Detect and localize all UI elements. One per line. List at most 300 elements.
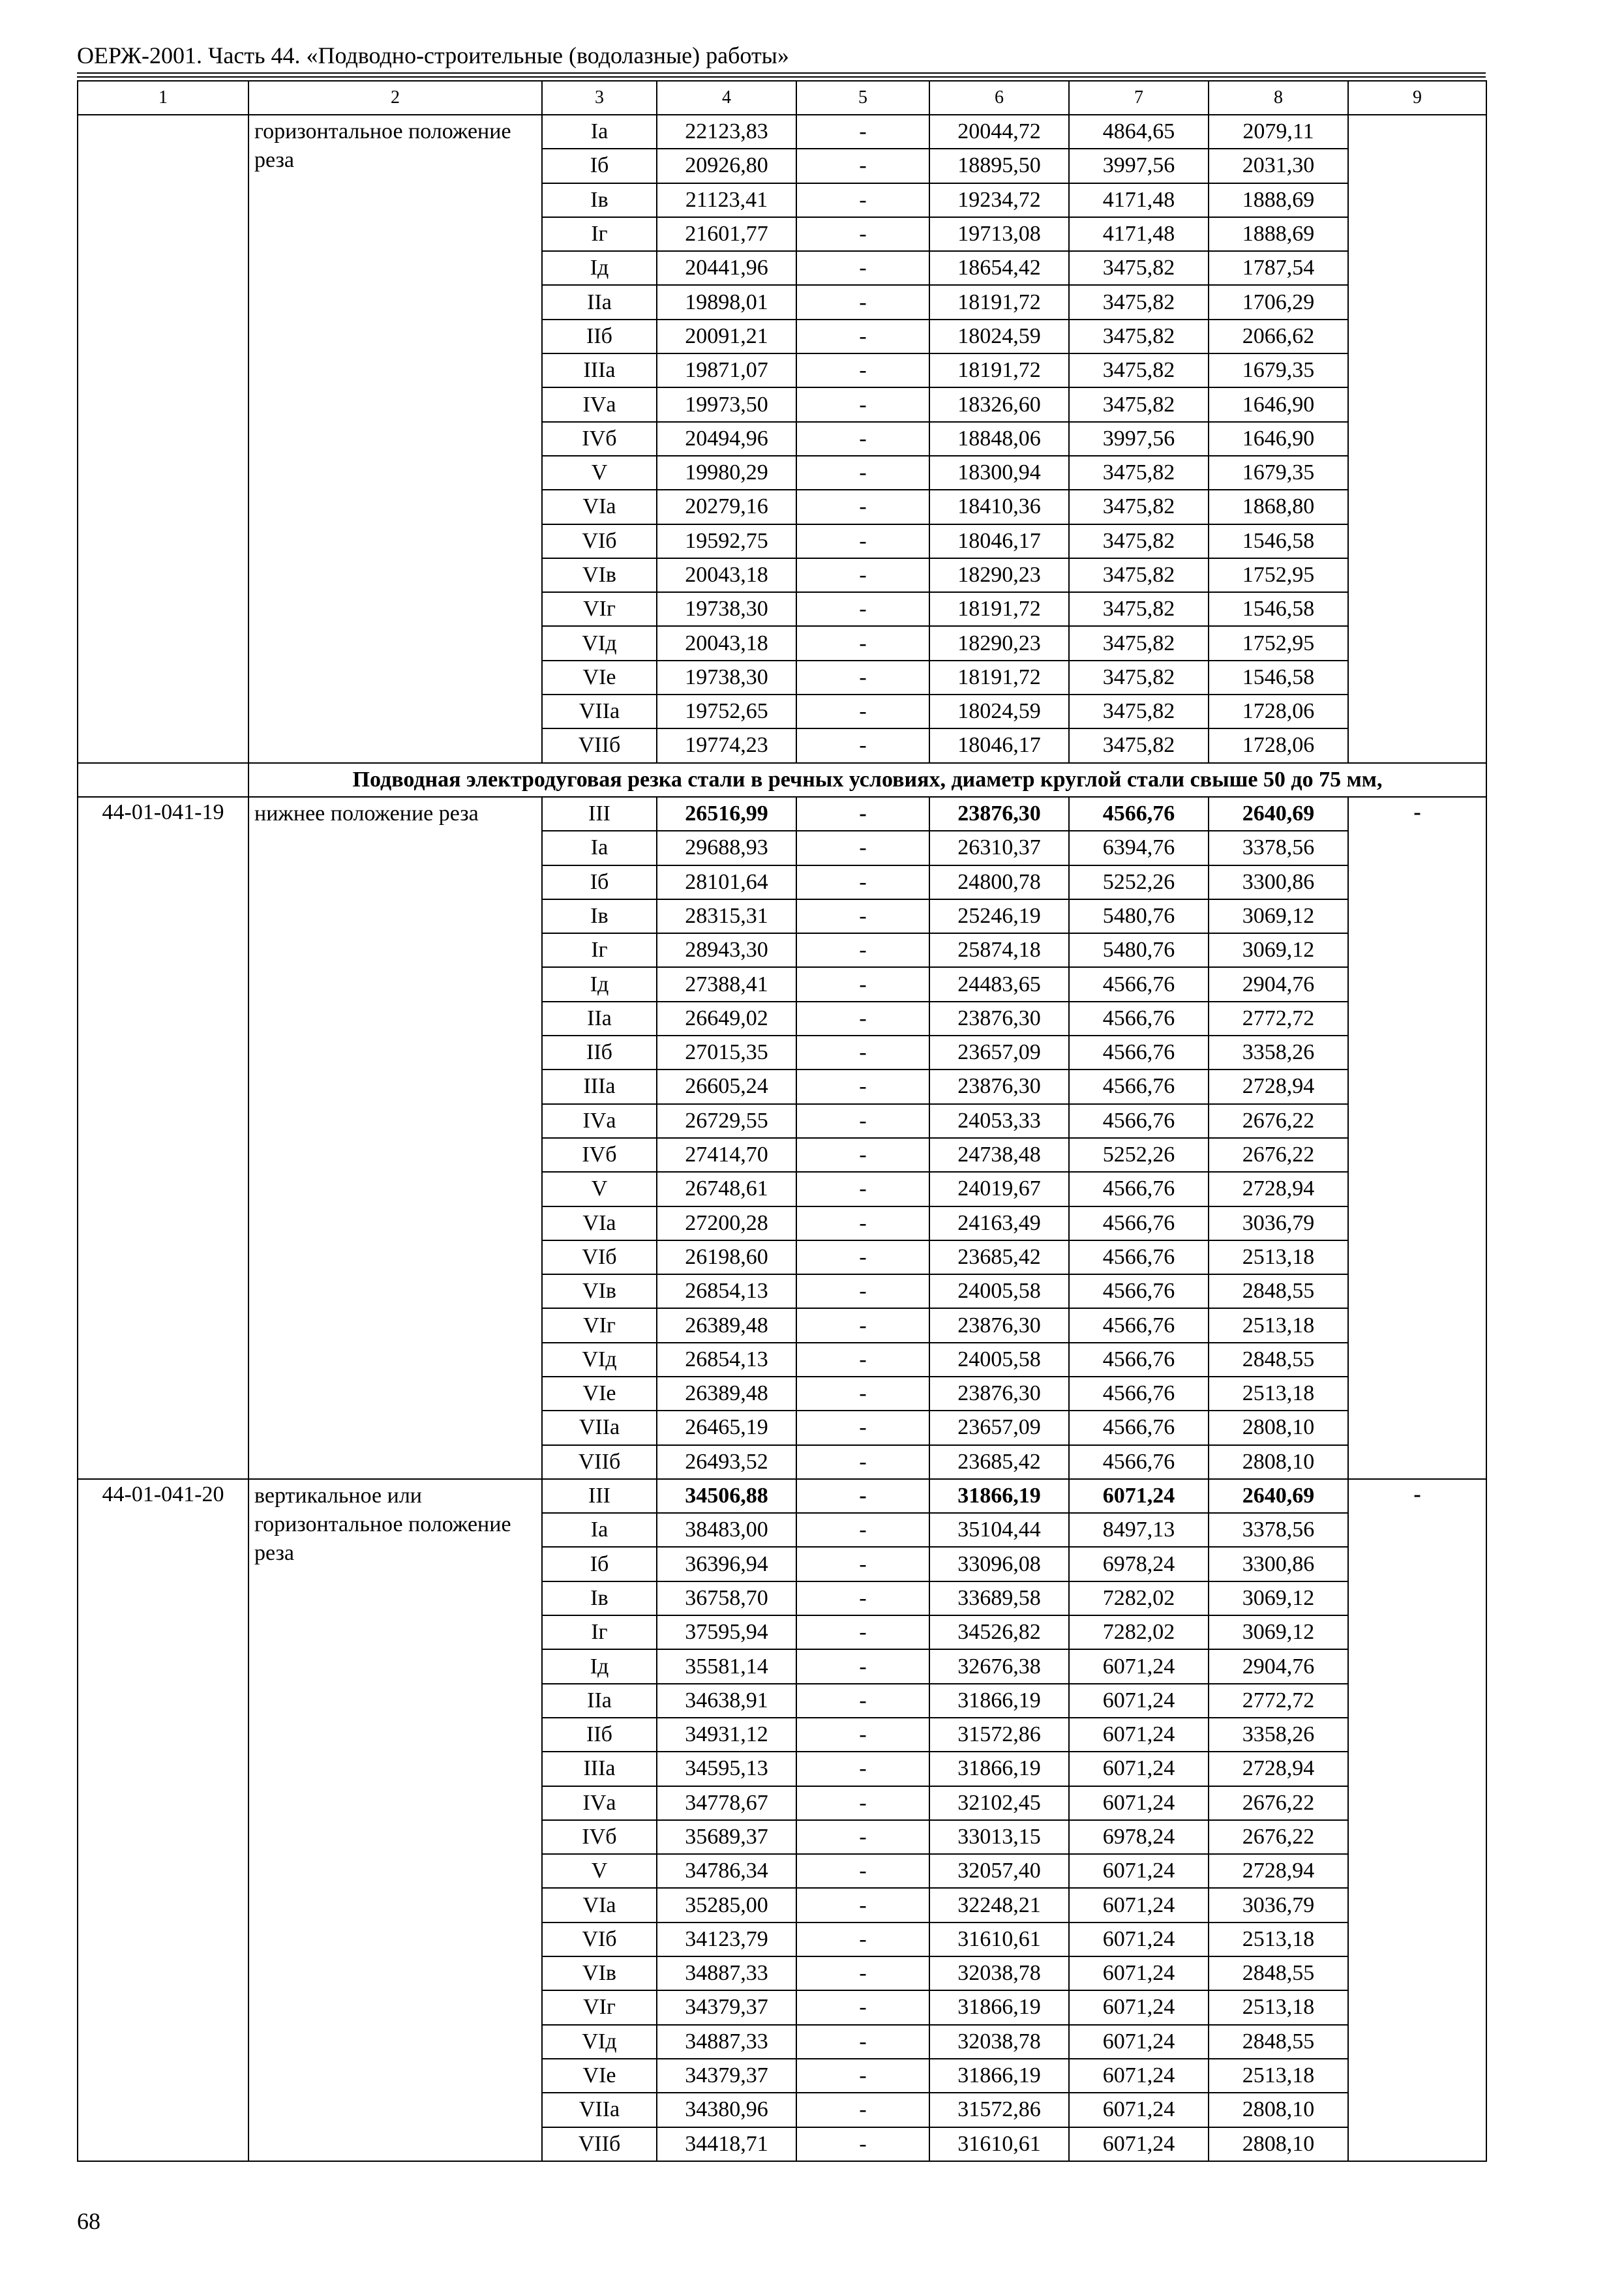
total-cost: 20441,96 [657, 251, 796, 285]
zone-label: VIIб [542, 728, 657, 762]
machine-cost: 18191,72 [929, 592, 1069, 626]
zone-label: IVа [542, 1786, 657, 1820]
zone-label: IIа [542, 1684, 657, 1718]
labor-cost: - [796, 1547, 929, 1581]
machine-cost: 18290,23 [929, 558, 1069, 592]
operator-wage: 3475,82 [1069, 490, 1209, 524]
materials-cost: 1728,06 [1209, 728, 1348, 762]
labor-cost: - [796, 1854, 929, 1888]
operator-wage: 3997,56 [1069, 422, 1209, 456]
labor-cost: - [796, 353, 929, 387]
operator-wage: 6071,24 [1069, 1684, 1209, 1718]
column-number: 4 [657, 81, 796, 115]
column-number: 1 [78, 81, 248, 115]
materials-cost: 2676,22 [1209, 1786, 1348, 1820]
materials-cost: 3069,12 [1209, 899, 1348, 933]
total-cost: 20043,18 [657, 626, 796, 660]
zone-label: III [542, 797, 657, 831]
operator-wage: 6394,76 [1069, 831, 1209, 865]
materials-cost: 2728,94 [1209, 1752, 1348, 1786]
labor-cost: - [796, 524, 929, 558]
total-cost: 34506,88 [657, 1479, 796, 1513]
labor-cost: - [796, 661, 929, 695]
section-title-spacer [78, 763, 248, 797]
machine-cost: 24005,58 [929, 1343, 1069, 1377]
materials-cost: 2031,30 [1209, 149, 1348, 183]
column-9-value [1348, 115, 1486, 763]
operator-wage: 3997,56 [1069, 149, 1209, 183]
norm-description: горизонтальное положение реза [248, 115, 542, 763]
zone-label: V [542, 456, 657, 490]
operator-wage: 6071,24 [1069, 2025, 1209, 2059]
machine-cost: 32102,45 [929, 1786, 1069, 1820]
labor-cost: - [796, 1581, 929, 1615]
zone-label: Iа [542, 115, 657, 149]
total-cost: 34380,96 [657, 2093, 796, 2127]
zone-label: VIг [542, 592, 657, 626]
operator-wage: 3475,82 [1069, 558, 1209, 592]
total-cost: 21601,77 [657, 217, 796, 251]
machine-cost: 24800,78 [929, 865, 1069, 899]
total-cost: 34887,33 [657, 1956, 796, 1990]
machine-cost: 32676,38 [929, 1649, 1069, 1683]
materials-cost: 1752,95 [1209, 626, 1348, 660]
labor-cost: - [796, 217, 929, 251]
machine-cost: 23657,09 [929, 1036, 1069, 1070]
operator-wage: 4566,76 [1069, 797, 1209, 831]
materials-cost: 2904,76 [1209, 1649, 1348, 1683]
machine-cost: 19234,72 [929, 183, 1069, 217]
zone-label: VIв [542, 1956, 657, 1990]
total-cost: 34931,12 [657, 1718, 796, 1752]
labor-cost: - [796, 1718, 929, 1752]
operator-wage: 6071,24 [1069, 1990, 1209, 2024]
total-cost: 20926,80 [657, 149, 796, 183]
total-cost: 36758,70 [657, 1581, 796, 1615]
materials-cost: 1728,06 [1209, 695, 1348, 728]
column-number: 5 [796, 81, 929, 115]
zone-label: Iг [542, 217, 657, 251]
operator-wage: 6071,24 [1069, 2059, 1209, 2093]
materials-cost: 2772,72 [1209, 1002, 1348, 1036]
operator-wage: 4171,48 [1069, 217, 1209, 251]
total-cost: 26854,13 [657, 1274, 796, 1308]
labor-cost: - [796, 592, 929, 626]
labor-cost: - [796, 558, 929, 592]
labor-cost: - [796, 797, 929, 831]
machine-cost: 18848,06 [929, 422, 1069, 456]
machine-cost: 31866,19 [929, 1752, 1069, 1786]
operator-wage: 6071,24 [1069, 1786, 1209, 1820]
labor-cost: - [796, 899, 929, 933]
machine-cost: 31610,61 [929, 1922, 1069, 1956]
total-cost: 34418,71 [657, 2127, 796, 2161]
operator-wage: 4171,48 [1069, 183, 1209, 217]
machine-cost: 18191,72 [929, 661, 1069, 695]
column-number: 8 [1209, 81, 1348, 115]
total-cost: 19592,75 [657, 524, 796, 558]
labor-cost: - [796, 728, 929, 762]
machine-cost: 31610,61 [929, 2127, 1069, 2161]
labor-cost: - [796, 456, 929, 490]
total-cost: 26198,60 [657, 1240, 796, 1274]
operator-wage: 4566,76 [1069, 1036, 1209, 1070]
materials-cost: 2640,69 [1209, 797, 1348, 831]
zone-label: IIIа [542, 1752, 657, 1786]
total-cost: 26649,02 [657, 1002, 796, 1036]
total-cost: 26605,24 [657, 1070, 796, 1103]
materials-cost: 3300,86 [1209, 1547, 1348, 1581]
labor-cost: - [796, 490, 929, 524]
operator-wage: 3475,82 [1069, 626, 1209, 660]
operator-wage: 3475,82 [1069, 251, 1209, 285]
total-cost: 27414,70 [657, 1138, 796, 1172]
labor-cost: - [796, 1104, 929, 1138]
zone-label: VIIб [542, 2127, 657, 2161]
zone-label: Iг [542, 1615, 657, 1649]
machine-cost: 18654,42 [929, 251, 1069, 285]
column-number: 6 [929, 81, 1069, 115]
zone-label: Iа [542, 831, 657, 865]
zone-label: VIв [542, 1274, 657, 1308]
materials-cost: 2513,18 [1209, 1308, 1348, 1342]
materials-cost: 1546,58 [1209, 661, 1348, 695]
operator-wage: 3475,82 [1069, 320, 1209, 353]
total-cost: 19774,23 [657, 728, 796, 762]
operator-wage: 6071,24 [1069, 2093, 1209, 2127]
zone-label: VIв [542, 558, 657, 592]
total-cost: 34123,79 [657, 1922, 796, 1956]
labor-cost: - [796, 1070, 929, 1103]
column-number-row [78, 81, 1486, 115]
operator-wage: 7282,02 [1069, 1615, 1209, 1649]
labor-cost: - [796, 865, 929, 899]
operator-wage: 4566,76 [1069, 1274, 1209, 1308]
total-cost: 26389,48 [657, 1308, 796, 1342]
machine-cost: 32038,78 [929, 2025, 1069, 2059]
operator-wage: 3475,82 [1069, 456, 1209, 490]
zone-label: VIе [542, 2059, 657, 2093]
labor-cost: - [796, 1820, 929, 1854]
materials-cost: 2808,10 [1209, 2093, 1348, 2127]
materials-cost: 2728,94 [1209, 1070, 1348, 1103]
zone-label: Iд [542, 251, 657, 285]
operator-wage: 6978,24 [1069, 1820, 1209, 1854]
operator-wage: 3475,82 [1069, 524, 1209, 558]
total-cost: 35689,37 [657, 1820, 796, 1854]
total-cost: 20043,18 [657, 558, 796, 592]
machine-cost: 23876,30 [929, 797, 1069, 831]
zone-label: Iб [542, 865, 657, 899]
labor-cost: - [796, 387, 929, 421]
operator-wage: 4566,76 [1069, 1104, 1209, 1138]
total-cost: 34786,34 [657, 1854, 796, 1888]
labor-cost: - [796, 1513, 929, 1547]
column-number: 9 [1348, 81, 1486, 115]
labor-cost: - [796, 1206, 929, 1240]
machine-cost: 18191,72 [929, 285, 1069, 319]
operator-wage: 6071,24 [1069, 1752, 1209, 1786]
labor-cost: - [796, 1786, 929, 1820]
labor-cost: - [796, 626, 929, 660]
materials-cost: 2808,10 [1209, 1411, 1348, 1444]
labor-cost: - [796, 1752, 929, 1786]
labor-cost: - [796, 1002, 929, 1036]
section-title-row [78, 763, 1486, 797]
operator-wage: 4566,76 [1069, 1411, 1209, 1444]
total-cost: 26389,48 [657, 1377, 796, 1411]
zone-label: IVа [542, 387, 657, 421]
total-cost: 21123,41 [657, 183, 796, 217]
materials-cost: 3358,26 [1209, 1036, 1348, 1070]
labor-cost: - [796, 2093, 929, 2127]
operator-wage: 3475,82 [1069, 728, 1209, 762]
page-number: 68 [77, 2208, 100, 2234]
table-row [78, 1479, 1486, 1513]
zone-label: IIIа [542, 1070, 657, 1103]
machine-cost: 24019,67 [929, 1172, 1069, 1206]
operator-wage: 4566,76 [1069, 1002, 1209, 1036]
materials-cost: 1679,35 [1209, 456, 1348, 490]
machine-cost: 24483,65 [929, 967, 1069, 1001]
norm-description: вертикальное или горизонтальное положение реза [248, 1479, 542, 2161]
machine-cost: 32038,78 [929, 1956, 1069, 1990]
materials-cost: 2640,69 [1209, 1479, 1348, 1513]
materials-cost: 2848,55 [1209, 1343, 1348, 1377]
zone-label: VIб [542, 524, 657, 558]
machine-cost: 26310,37 [929, 831, 1069, 865]
machine-cost: 19713,08 [929, 217, 1069, 251]
table-row [78, 115, 1486, 149]
zone-label: Iа [542, 1513, 657, 1547]
total-cost: 35285,00 [657, 1888, 796, 1922]
zone-label: VIд [542, 626, 657, 660]
machine-cost: 23876,30 [929, 1308, 1069, 1342]
materials-cost: 2513,18 [1209, 1240, 1348, 1274]
labor-cost: - [796, 1479, 929, 1513]
materials-cost: 3069,12 [1209, 1615, 1348, 1649]
page-header: ОЕРЖ-2001. Часть 44. «Подводно-строительные (водолазные) работы» [77, 42, 789, 68]
operator-wage: 7282,02 [1069, 1581, 1209, 1615]
total-cost: 19752,65 [657, 695, 796, 728]
zone-label: V [542, 1172, 657, 1206]
labor-cost: - [796, 1684, 929, 1718]
operator-wage: 4566,76 [1069, 1377, 1209, 1411]
zone-label: IVб [542, 1138, 657, 1172]
total-cost: 27200,28 [657, 1206, 796, 1240]
total-cost: 27015,35 [657, 1036, 796, 1070]
operator-wage: 6071,24 [1069, 1479, 1209, 1513]
column-number: 7 [1069, 81, 1209, 115]
total-cost: 34887,33 [657, 2025, 796, 2059]
operator-wage: 4566,76 [1069, 1343, 1209, 1377]
total-cost: 36396,94 [657, 1547, 796, 1581]
labor-cost: - [796, 1615, 929, 1649]
labor-cost: - [796, 831, 929, 865]
operator-wage: 4566,76 [1069, 1070, 1209, 1103]
zone-label: IIб [542, 320, 657, 353]
table-body [78, 81, 1486, 2161]
machine-cost: 23685,42 [929, 1445, 1069, 1479]
column-number: 2 [248, 81, 542, 115]
total-cost: 29688,93 [657, 831, 796, 865]
labor-cost: - [796, 1922, 929, 1956]
operator-wage: 5252,26 [1069, 865, 1209, 899]
machine-cost: 18326,60 [929, 387, 1069, 421]
materials-cost: 2513,18 [1209, 1990, 1348, 2024]
total-cost: 20091,21 [657, 320, 796, 353]
operator-wage: 4566,76 [1069, 1445, 1209, 1479]
zone-label: Iб [542, 149, 657, 183]
machine-cost: 24053,33 [929, 1104, 1069, 1138]
section-title: Подводная электродуговая резка стали в речных условиях, диаметр круглой стали свыше 50 до 75 мм, [248, 763, 1486, 797]
zone-label: IIа [542, 1002, 657, 1036]
materials-cost: 1868,80 [1209, 490, 1348, 524]
machine-cost: 31866,19 [929, 1684, 1069, 1718]
total-cost: 34778,67 [657, 1786, 796, 1820]
labor-cost: - [796, 1956, 929, 1990]
machine-cost: 18410,36 [929, 490, 1069, 524]
total-cost: 19871,07 [657, 353, 796, 387]
total-cost: 26516,99 [657, 797, 796, 831]
materials-cost: 2848,55 [1209, 2025, 1348, 2059]
materials-cost: 1752,95 [1209, 558, 1348, 592]
materials-cost: 2904,76 [1209, 967, 1348, 1001]
machine-cost: 18024,59 [929, 320, 1069, 353]
labor-cost: - [796, 967, 929, 1001]
machine-cost: 18290,23 [929, 626, 1069, 660]
zone-label: IIб [542, 1718, 657, 1752]
materials-cost: 2808,10 [1209, 2127, 1348, 2161]
labor-cost: - [796, 1274, 929, 1308]
operator-wage: 6071,24 [1069, 1649, 1209, 1683]
machine-cost: 24738,48 [929, 1138, 1069, 1172]
labor-cost: - [796, 1343, 929, 1377]
machine-cost: 24163,49 [929, 1206, 1069, 1240]
zone-label: Iв [542, 1581, 657, 1615]
labor-cost: - [796, 251, 929, 285]
total-cost: 27388,41 [657, 967, 796, 1001]
total-cost: 26748,61 [657, 1172, 796, 1206]
machine-cost: 31572,86 [929, 1718, 1069, 1752]
materials-cost: 1888,69 [1209, 183, 1348, 217]
column-number: 3 [542, 81, 657, 115]
machine-cost: 31866,19 [929, 2059, 1069, 2093]
operator-wage: 3475,82 [1069, 695, 1209, 728]
labor-cost: - [796, 285, 929, 319]
labor-cost: - [796, 320, 929, 353]
zone-label: VIг [542, 1308, 657, 1342]
labor-cost: - [796, 2127, 929, 2161]
zone-label: VIIб [542, 1445, 657, 1479]
machine-cost: 35104,44 [929, 1513, 1069, 1547]
total-cost: 38483,00 [657, 1513, 796, 1547]
labor-cost: - [796, 422, 929, 456]
column-9-value: - [1348, 797, 1486, 1479]
materials-cost: 3378,56 [1209, 1513, 1348, 1547]
operator-wage: 5480,76 [1069, 933, 1209, 967]
zone-label: Iв [542, 183, 657, 217]
operator-wage: 3475,82 [1069, 661, 1209, 695]
materials-cost: 2676,22 [1209, 1820, 1348, 1854]
machine-cost: 33689,58 [929, 1581, 1069, 1615]
zone-label: IIIа [542, 353, 657, 387]
zone-label: IVа [542, 1104, 657, 1138]
machine-cost: 18024,59 [929, 695, 1069, 728]
materials-cost: 1546,58 [1209, 592, 1348, 626]
labor-cost: - [796, 1172, 929, 1206]
norm-code: 44-01-041-20 [78, 1479, 248, 2161]
machine-cost: 25874,18 [929, 933, 1069, 967]
labor-cost: - [796, 1036, 929, 1070]
machine-cost: 31866,19 [929, 1990, 1069, 2024]
labor-cost: - [796, 1445, 929, 1479]
total-cost: 19738,30 [657, 592, 796, 626]
labor-cost: - [796, 695, 929, 728]
table-row [78, 797, 1486, 831]
materials-cost: 1679,35 [1209, 353, 1348, 387]
operator-wage: 4566,76 [1069, 1206, 1209, 1240]
zone-label: VIд [542, 1343, 657, 1377]
materials-cost: 1646,90 [1209, 387, 1348, 421]
machine-cost: 18191,72 [929, 353, 1069, 387]
materials-cost: 1646,90 [1209, 422, 1348, 456]
zone-label: III [542, 1479, 657, 1513]
total-cost: 28315,31 [657, 899, 796, 933]
materials-cost: 2513,18 [1209, 1377, 1348, 1411]
machine-cost: 23657,09 [929, 1411, 1069, 1444]
operator-wage: 6071,24 [1069, 2127, 1209, 2161]
machine-cost: 24005,58 [929, 1274, 1069, 1308]
operator-wage: 4566,76 [1069, 967, 1209, 1001]
operator-wage: 3475,82 [1069, 387, 1209, 421]
total-cost: 28101,64 [657, 865, 796, 899]
labor-cost: - [796, 1649, 929, 1683]
zone-label: VIг [542, 1990, 657, 2024]
zone-label: IIб [542, 1036, 657, 1070]
zone-label: IVб [542, 1820, 657, 1854]
operator-wage: 8497,13 [1069, 1513, 1209, 1547]
machine-cost: 31866,19 [929, 1479, 1069, 1513]
total-cost: 26465,19 [657, 1411, 796, 1444]
materials-cost: 3069,12 [1209, 1581, 1348, 1615]
zone-label: VIб [542, 1240, 657, 1274]
total-cost: 19738,30 [657, 661, 796, 695]
zone-label: Iг [542, 933, 657, 967]
labor-cost: - [796, 1411, 929, 1444]
zone-label: VIIа [542, 695, 657, 728]
materials-cost: 2676,22 [1209, 1138, 1348, 1172]
header-rule [77, 72, 1486, 74]
zone-label: VIд [542, 2025, 657, 2059]
materials-cost: 2772,72 [1209, 1684, 1348, 1718]
total-cost: 19898,01 [657, 285, 796, 319]
materials-cost: 3300,86 [1209, 865, 1348, 899]
materials-cost: 2676,22 [1209, 1104, 1348, 1138]
operator-wage: 6071,24 [1069, 1718, 1209, 1752]
header-rule-double [77, 76, 1486, 78]
total-cost: 34379,37 [657, 2059, 796, 2093]
materials-cost: 1787,54 [1209, 251, 1348, 285]
zone-label: VIе [542, 661, 657, 695]
labor-cost: - [796, 933, 929, 967]
operator-wage: 6071,24 [1069, 1888, 1209, 1922]
materials-cost: 2513,18 [1209, 1922, 1348, 1956]
materials-cost: 2848,55 [1209, 1956, 1348, 1990]
total-cost: 28943,30 [657, 933, 796, 967]
machine-cost: 20044,72 [929, 115, 1069, 149]
labor-cost: - [796, 1308, 929, 1342]
